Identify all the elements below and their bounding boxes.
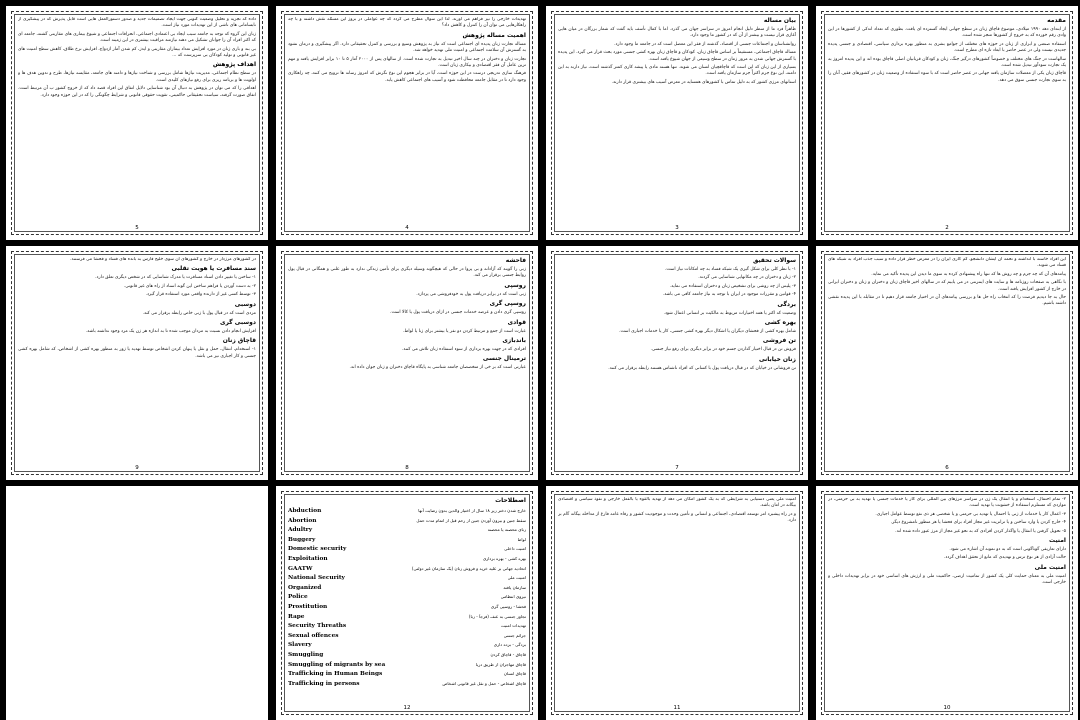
section-heading: دوسبی گری bbox=[219, 319, 256, 327]
paragraph: ۲- تمام احتمال، استخدام و یا انتقال یک زن در سراسر مرزهای بین المللی برای کار یا خدمات جنسی یا تهدید به بی حرمتی، در مواردی که مستلزم استفاده از خشونت یا تهدید است. bbox=[828, 497, 1066, 509]
document-page bbox=[546, 6, 808, 240]
glossary-term-english: Abduction bbox=[288, 508, 322, 514]
glossary-row bbox=[288, 604, 526, 614]
glossary-term-persian: جرائم جنسی bbox=[503, 632, 526, 638]
paragraph: ظاهراً فرد ما از منظر دلیل انجام امروز در سراسر جهان می گذرد. اما با کمال تأسف باید گفت که شمار بزرگان در میان هایی آغازی قرار نیست و بیشتر از آن که در کشور ما وجود دارد. bbox=[558, 27, 796, 39]
section-heading: بردگی bbox=[777, 300, 796, 308]
glossary-term-english: Slavery bbox=[288, 642, 312, 649]
glossary-row bbox=[288, 662, 526, 672]
page-number: 4 bbox=[405, 225, 409, 231]
page-text bbox=[828, 17, 1066, 220]
page-number: 7 bbox=[675, 465, 679, 471]
document-page bbox=[546, 246, 808, 480]
paragraph: تن فروشانی در خیابان که در قبال دریافت پول با کسانی که افراد ناشناس هستند رابطه برقرار می کنند. bbox=[608, 365, 796, 371]
section-heading: اهمیت مساله پژوهش bbox=[462, 31, 526, 39]
glossary-term-persian: امنیت داخلی bbox=[504, 546, 526, 552]
paragraph: از ابتدای دهه ۱۹۹۰ میلادی، موضوع قاچاق زنان در سطح جهانی ایجاد گسترده ای یافت. بطوری که تعداد اندکی از کشورها در این وادی رقم خورده که به خروج از کشورها منجر شده است. bbox=[828, 27, 1066, 39]
glossary-row bbox=[288, 652, 526, 662]
page-text bbox=[288, 257, 526, 460]
page-number: 12 bbox=[403, 705, 411, 711]
document-page bbox=[6, 6, 268, 240]
glossary-row bbox=[288, 633, 526, 643]
paragraph: فرهنگ سازی تدریجی درست در این حوزه است، آیا در برابر هجوم این نوع نگرش که امروز رسانه ها ترویج می کنند، چه راهکاری وجود دارد تا در مقابل جامعه محافظت شود و آسیب های اجتماعی کاهش یابد. bbox=[288, 71, 526, 83]
glossary-term-english: Police bbox=[288, 594, 308, 601]
glossary-term-persian: بهره کشی - بهره برداری bbox=[482, 555, 526, 561]
glossary-row bbox=[288, 614, 526, 624]
paragraph: مساله تجارت زنان پدیده ای اجتماعی است که نیاز به پژوهش وسیع و بررسی و کنترل تحقیقاتی دارد. اگر پیشگیری و درمان نشود به گسترش آن سلامت اجتماعی و امنیت ملی تهدید خواهد شد. bbox=[288, 41, 526, 54]
paragraph: دارای تعاریفی گوناگونی است که به دو نمونه آن اشاره می شود. bbox=[949, 547, 1066, 553]
document-page bbox=[816, 486, 1078, 720]
glossary-term-english: Smuggling bbox=[288, 651, 324, 658]
paragraph: امنیت ملی به معنای حمایت کلی یک کشور از تمامیت ارضی، حاکمیت ملی و ارزش های اساسی خود در برابر تهدیدات داخلی و خارجی است. bbox=[828, 573, 1066, 586]
page-number: 2 bbox=[945, 225, 949, 231]
glossary-row bbox=[288, 585, 526, 595]
glossary-row bbox=[288, 681, 526, 691]
section-heading: امنیت bbox=[1048, 537, 1066, 545]
document-page bbox=[276, 246, 538, 480]
section-heading: سند مسافرت یا هویت تقلبی bbox=[171, 265, 256, 273]
section-heading: قاچاق زنان bbox=[222, 337, 256, 345]
section-heading: باندبازی bbox=[502, 337, 526, 345]
glossary-term-english: National Security bbox=[288, 575, 345, 582]
paragraph: زنی را گویند که آزادانه و بی پروا در حالی که هیچگونه وسیله دیگری برای تأمین زندگی ندارد به طور علنی و همگانی در قبال پول روابط جنسی برقرار می کند. bbox=[288, 267, 526, 279]
glossary-row bbox=[288, 508, 526, 518]
glossary-title: اصطلاحات bbox=[495, 497, 526, 504]
glossary-term-persian: بردگی - برده داری bbox=[493, 642, 526, 648]
paragraph: ۱- ساختن یا تغییر دادن اسناد مسافرت یا مدرک شناسایی که در شخص دیگری تعلق دارد. bbox=[95, 275, 256, 281]
page-text bbox=[18, 17, 256, 220]
paragraph: زنی است که در برابر دریافت پول به خودفروشی می پردازد. bbox=[416, 291, 526, 297]
paragraph: مساله قاچاق اجتماعی، مستقیماً بر اساس قاچاق زنان، کودکان و قاچاق زنان بهره کشی جنسی مورد بحث قرار می گیرد. این پدیده با گسترش جهانی شدن به مرور زمان در سطح وسیعی از جهان شیوع یافته است. bbox=[558, 50, 796, 62]
section-heading: زنان خیابانی bbox=[758, 355, 796, 363]
paragraph: استانهای مرزی کشور که به دلیل تماس با کشورهای همسایه در معرض آسیب های بیشتری قرار دارند. bbox=[611, 79, 796, 85]
glossary-term-persian: زنای محصنه یا محصنه bbox=[487, 527, 526, 533]
paragraph: استفاده صنعتی و ابزاری از زنان در حوزه های مختلف از جوامع بشری به منظور بهره برداری سیاسی، اقتصادی و جنسی پدیده جدیدی نیست ولی در عصر حاضر با ابعاد تازه ای مطرح است. bbox=[828, 41, 1066, 54]
glossary-term-english: Sexual offences bbox=[288, 632, 339, 639]
page-text bbox=[18, 257, 256, 460]
page-text bbox=[828, 497, 1066, 700]
paragraph: ۳- توسط کسی غیر از دارنده واقعی مورد استفاده قرار گیرد. bbox=[145, 292, 256, 298]
document-page bbox=[546, 486, 808, 720]
page-number: 10 bbox=[943, 705, 951, 711]
section-heading: بهره کشی bbox=[764, 319, 796, 327]
paragraph: ۴- قوانین و مقررات موجود در ایران با توجه به نیاز جامعه کافی می باشد. bbox=[662, 292, 796, 298]
glossary-term-english: Trafficking in persons bbox=[288, 680, 360, 687]
glossary-term-persian: تهدیدات امنیت bbox=[500, 623, 526, 629]
document-page bbox=[816, 246, 1078, 480]
section-heading: روسپی گری bbox=[489, 300, 526, 308]
paragraph: حال به جا دیدیم فرصت را که انتخاب راه حل ها و بررسی پیامدهای آن در اختیار جامعه قرار دهیم تا در مقابله با این پدیده نقشی داشته باشیم. bbox=[828, 295, 1066, 307]
glossary-term-english: Rape bbox=[288, 613, 305, 620]
paragraph: تهدیدات خارجی را نیز فراهم می آورند. لذا این سوال مطرح می گردد که چه عواملی در بروز این مسئله نقش داشته و با چه راهکارهایی می توان آن را کنترل و کاهش داد؟ bbox=[288, 17, 526, 29]
section-heading: امنیت ملی bbox=[1034, 563, 1066, 571]
section-heading: فاحشه bbox=[505, 257, 526, 264]
paragraph: پیامدهای آن که چه جرم و چه روش ها که تنها راه پیشنهادی کرده به سوی ما دیدن این پدیده تأکید می نماید. bbox=[871, 271, 1066, 277]
paragraph: افزایش انجام دادن نسبت به مردان موجب شده تا به اندازه هر زن یک مرد وجود نداشته باشد. bbox=[85, 329, 256, 335]
page-number: 6 bbox=[945, 465, 949, 471]
section-heading: اهداف پژوهش bbox=[212, 61, 256, 69]
page-text bbox=[828, 257, 1066, 460]
section-heading: روسپی bbox=[504, 281, 526, 289]
glossary-term-persian: فحشا - روسپی گری bbox=[490, 603, 526, 609]
paragraph: ۳- اعمال کار یا خدمات از زنی با احتمال یا تهدید بی حرمتی و یا شخصی هر ذی نفع توسط عوامل اجباری. bbox=[875, 511, 1066, 517]
paragraph: ۲- به دست آوردن یا فراهم ساختن این گونه اسناد از راه های غیر قانونی. bbox=[123, 283, 256, 289]
section-heading: قوادی bbox=[507, 318, 526, 326]
glossary-term-english: Smuggling of migrants by sea bbox=[288, 661, 386, 668]
paragraph: بی بند و باری زنان در مورد افزایش تعداد بیماران مقاربتی و ایدز، کم شدن آمار ازدواج، افزایش نرخ طلاق، کاهش سطح امنیت های غیر قانونی و تولید کودکان بی سرپرست که ... bbox=[18, 46, 256, 59]
paragraph: روانشناسان و اجتماعات جنسی از اقتصاد، گذشته از فقر این معضل است که در جامعه ما وجود دارد. bbox=[614, 41, 796, 47]
paragraph: ۱- استخدام، انتقال، حمل و نقل یا پنهان کردن اشخاص توسط تهدید یا زور به منظور بهره کشی از اشخاص، که شامل بهره کشی جنسی و کار اجباری نیز می باشد. bbox=[18, 347, 256, 359]
paragraph: افرادی که در جهت بهره برداری از سوء استفاده زنان تلاش می کنند. bbox=[402, 347, 526, 353]
glossary-term-persian: قاچاق انسان bbox=[503, 671, 526, 677]
glossary-row bbox=[288, 556, 526, 566]
paragraph: داده که تجزیه و تحلیل وضعیت کنونی جهت ایجاد تصمیمات جدید و صدور دستورالعمل هایی است قابل پذیرش که در پیشگیری از نابسامانی های ناشی از این تهدیدات مورد نیاز است. bbox=[18, 17, 256, 29]
glossary-term-english: Organized bbox=[288, 584, 322, 591]
glossary-row bbox=[288, 527, 526, 537]
glossary-term-persian: نیروی انتظامی bbox=[500, 594, 526, 600]
glossary-row bbox=[288, 642, 526, 652]
glossary-term-english: Domestic security bbox=[288, 546, 347, 553]
glossary bbox=[288, 497, 526, 700]
paragraph: اهدافی را که می توان در پژوهش به دنبال آن بود شناسایی دلایل اتفاق این افراد قصد داد که از خروج کشور ب آن مرتبط است. اتفاق صورت گرفته، سیاست تحقیقاتی حاکمیتی، تقویت حقوقی قانونی و شرایط چگونگی را که در این حوزه وجود دارد. bbox=[18, 86, 256, 98]
glossary-term-english: Exploitation bbox=[288, 555, 328, 562]
paragraph: روسپی گری دادن و عرضه خدمات جنسی در ازای دریافت پول یا کالا است. bbox=[390, 310, 526, 316]
page-number: 3 bbox=[675, 225, 679, 231]
paragraph: سالهاست در جنگ های مختلف و خصوصاً کشورهای درگیر جنگ، زنان و کودکان قربانیان اصلی قاچاق بوده اند و این پدیده امروز به یک تجارت سودآور تبدیل شده است. bbox=[828, 56, 1066, 69]
glossary-term-persian: قاچاق اشخاص - حمل و نقل غیر قانونی اشخاص bbox=[442, 680, 526, 686]
glossary-term-persian: سازمان یافته bbox=[503, 584, 526, 590]
glossary-term-english: Trafficking in Human Beings bbox=[288, 671, 383, 678]
glossary-term-persian: اتحادیه جهانی بر علیه خرید و فروش زنان (یک سازمان غیر دولتی) bbox=[411, 565, 526, 571]
glossary-row bbox=[288, 546, 526, 556]
glossary-term-persian: تجاوز جنسی به عنف (فرجاً - زنا) bbox=[468, 613, 526, 619]
glossary-term-persian: قاچاق - قاچاق کردن bbox=[490, 651, 526, 657]
page-number: 5 bbox=[135, 225, 139, 231]
paragraph: در کشورهای مرزدار در خارج و کشورهای آن سوی خلیج فارس به بانده های فساد و فحشا می فرستند. bbox=[70, 257, 256, 262]
page-number: 9 bbox=[135, 465, 139, 471]
glossary-term-persian: خارج شدن دختر زیر ۱۸ سال از اختیار والدین بدون رضایت آنها bbox=[418, 508, 526, 513]
glossary-term-persian: لواط bbox=[517, 536, 526, 542]
paragraph: حالت آزادی از هر نوع ترس و تهدیدی که مانع از تحقق اهداف گردد. bbox=[943, 555, 1066, 561]
document-page bbox=[816, 6, 1078, 240]
page-text bbox=[558, 257, 796, 460]
page-text bbox=[558, 497, 796, 700]
paragraph: ۲- زنان و دختران در چه مکانهایی شناسایی می گردند. bbox=[698, 275, 796, 281]
glossary-term-english: Adultry bbox=[288, 527, 313, 534]
section-heading: تن فروشی bbox=[762, 337, 796, 345]
paragraph: بسیاری از این زنان که این است که قاچاقچیان انسان می شوند. تنها هسته مادی یا پیشه کاری کمتر گذشته است، نیاز دارند به این دامنه، این نوع جرم اکثراً جرم سازمان یافته است. bbox=[558, 65, 796, 77]
glossary-term-english: Buggery bbox=[288, 536, 316, 543]
paragraph: شامل بهره کشی از فحشای دیگران یا اشکال دیگر بهره کشی جنسی، کار یا خدمات اجباری است. bbox=[619, 329, 796, 335]
paragraph: ۱- با نظر کلی برای شکل گیری یک شبکه فساد به چه امکانات نیاز است. bbox=[664, 267, 796, 272]
paragraph: امنیت ملی یعنی دستیابی به شرایطی که به یک کشور امکان می دهد از تهدید بالقوه یا بالفعل خارجی و نفوذ سیاسی و اقتصادی بیگانه در امان باشد. bbox=[558, 497, 796, 509]
paragraph: عبارتی است که بر خی از متخصصان جامعه شناسی به پایگاه قاچاق دختران و زنان جوان داده اند. bbox=[349, 365, 526, 371]
glossary-term-english: GAATW bbox=[288, 565, 313, 572]
paragraph: مردی است که در قبال پول با زنی خاص رابطه برقرار می کند. bbox=[142, 310, 256, 316]
glossary-row bbox=[288, 518, 526, 528]
document-page bbox=[276, 6, 538, 240]
section-heading: سوالات تحقیق bbox=[752, 257, 796, 264]
glossary-term-persian: امنیت ملی bbox=[507, 575, 526, 581]
paragraph: قاچاق زنان یکی از معضلات سازمان یافته جهانی در عصر حاضر است که با سوء استفاده از وضعیت زنان در کشورهای فقیر، آنان را به سوی تجارت جنسی سوق می دهد. bbox=[828, 71, 1066, 83]
glossary-term-persian: قاچاق مهاجران از طریق دریا bbox=[475, 661, 526, 667]
page-number: 11 bbox=[673, 705, 681, 711]
paragraph: این افراد خاسته با انداشته و تحمه آن ایشان دانشجو، کم کاری ایران را در معرض خطر قرار داده و سبب جذب افراد به شبکه های فساد می شوند. bbox=[828, 257, 1066, 269]
page-text bbox=[288, 17, 526, 220]
paragraph: و در راه پیشبرد امر توسعه اقتصادی، اجتماعی و انسانی و تأمین وحدت و موجودیت کشور و رفاه عامه فارغ از مداخله بیگانه گام بر دارد. bbox=[558, 511, 796, 524]
paragraph: فروش تن در قبال اختیار گذاردن جسم خود در برابر دیگری برای رفع نیاز جنسی. bbox=[650, 347, 796, 353]
paragraph: وضعیت که اکثر یا همه اختیارات مربوط به مالکیت بر انسانی اعمال شود. bbox=[663, 310, 796, 316]
glossary-row bbox=[288, 623, 526, 633]
section-heading: دوسبی bbox=[234, 300, 256, 308]
paragraph: ۴- خارج کردن یا وارد ساختن و یا ترانزیت غیر مجاز افراد برای فحشا یا هر منظور نامشروع دیگر. bbox=[890, 520, 1066, 526]
section-heading: ترمینال جنسی bbox=[482, 355, 526, 363]
paragraph: ۵- تحویل گرفتن یا انتقال یا واگذار کردن افرادی که به نحو غیر مجاز از مرز عبور داده شده اند. bbox=[895, 528, 1066, 534]
glossary-term-english: Prostitution bbox=[288, 603, 328, 610]
glossary-row bbox=[288, 575, 526, 585]
paragraph: با نگاهی به صفحات روزنامه ها و سایت های اینترنتی در می یابیم که در سالهای اخیر قاچاق زنان و دختران و زنان و دختران ایرانی در خارج از کشور افزایش یافته است. bbox=[828, 280, 1066, 292]
glossary-row bbox=[288, 566, 526, 576]
document-page bbox=[6, 486, 268, 720]
document-page bbox=[276, 486, 538, 720]
glossary-row bbox=[288, 537, 526, 547]
page-text bbox=[558, 17, 796, 220]
paragraph: عبارت است از جمع و مرتبط کردن دو نفر یا بیشتر برای زنا یا لواط. bbox=[402, 328, 526, 334]
glossary-term-english: Abortion bbox=[288, 517, 317, 524]
section-heading: بیان مساله bbox=[763, 17, 796, 24]
glossary-row bbox=[288, 671, 526, 681]
section-heading: مقدمه bbox=[1047, 17, 1066, 24]
paragraph: تجارت زنان و دختران در چند سال اخیر تبدیل به تجارت شده است. از سالهای پس از ۲۰۰۰ آمار ۵ تا ۱۰ برابر افزایش یافته و مهم ترین عامل آن فقر اقتصادی و بیکاری زنان است. bbox=[288, 56, 526, 69]
paragraph: زنان این گروه که توجه به جامعه سبب ایجاد بی اعتمادی اجتماعی، انحرافات اجتماعی و شیوع بیماری های مقاربتی گشته، جامعه ای که اکثر افراد آن را جوانان تشکیل می دهند نیازمند مراقبت بیشتری در این زمینه است. bbox=[18, 31, 256, 44]
paragraph: در سطح نظام اجتماعی، مدیریت نیازها شامل بررسی و شناخت نیازها و دامنه های جامعه، مقایسه نیازها، طرح و تدوین هدف ها و اولویت ها و برنامه ریزی برای رفع نیازهای کلیدی است. bbox=[18, 71, 256, 83]
glossary-term-persian: سقط جنین و بیرون آوردن جنین از رحم قبل از اتمام مدت حمل bbox=[416, 517, 526, 523]
page-number: 8 bbox=[405, 465, 409, 471]
document-page bbox=[6, 246, 268, 480]
paragraph: ۳- پلیس از چه روشی برای تشخیص زنان و دختران استفاده می نماید. bbox=[669, 283, 796, 289]
glossary-row bbox=[288, 594, 526, 604]
glossary-term-english: Security Threaths bbox=[288, 623, 347, 630]
